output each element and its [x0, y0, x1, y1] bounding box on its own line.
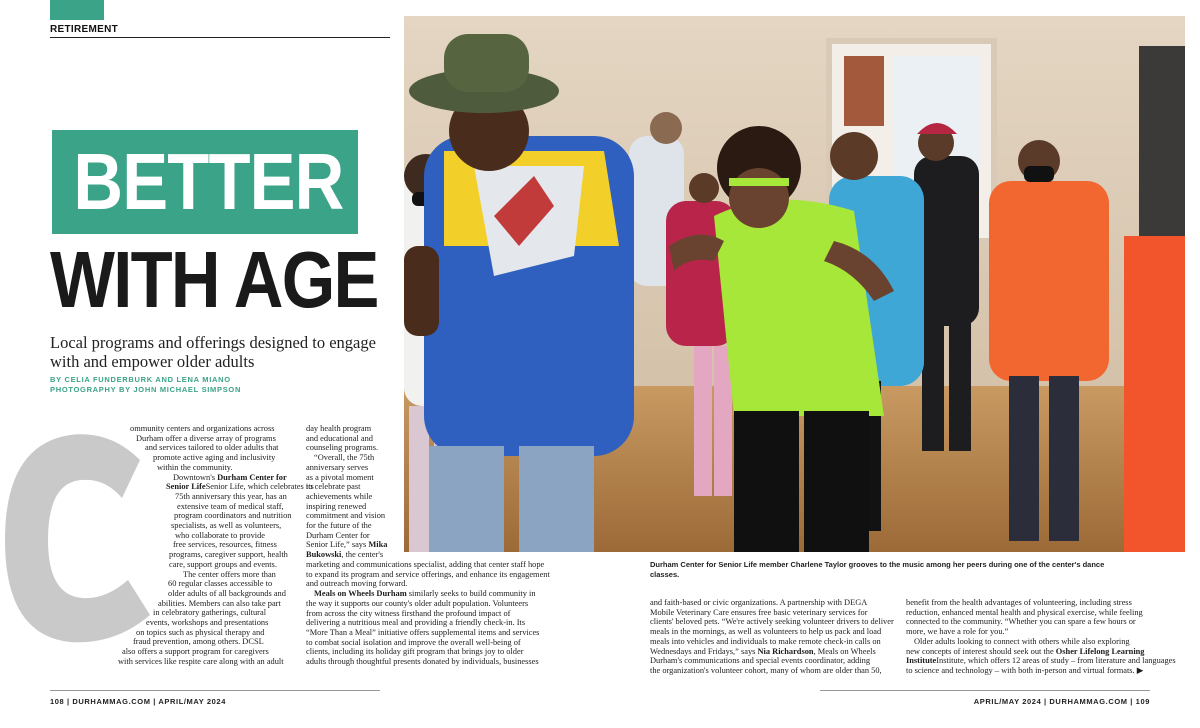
body-line: “More Than a Meal” initiative offers supplemental items and services: [306, 627, 540, 637]
body-line: 60 regular classes accessible to: [168, 579, 273, 589]
body-line: care, support groups and events.: [169, 559, 277, 569]
body-line: in celebratory gatherings, cultural: [153, 608, 267, 618]
body-line: with services like respite care along with an adult: [118, 656, 284, 666]
body-line: meals into vehicles and individuals to make remote check-in calls on: [650, 636, 881, 646]
body-line: adults through thoughtful presents donated by individuals, businesses: [306, 657, 539, 667]
person-name: Bukowski: [306, 550, 342, 560]
body-line: more, we have a role for you.”: [906, 627, 1009, 637]
person-name: Nia Richardson: [757, 646, 814, 656]
body-line: , the center's: [341, 550, 384, 560]
body-line: to expand its program and service offerings, and enhance its engagement: [306, 569, 550, 579]
body-line: “Overall, the 75th: [314, 453, 375, 463]
body-line: from across the city witness firsthand the profound impact of: [306, 608, 511, 618]
body-line: also offers a support program for caregivers: [122, 647, 269, 657]
body-line: Downtown's: [173, 472, 218, 482]
body-column-2-narrow: [306, 424, 404, 560]
body-line: marketing and communications specialist, adding that center staff hope: [306, 560, 545, 569]
body-line: Institute, which offers 12 areas of study – from literature and languages: [936, 656, 1176, 666]
body-line: The center offers more than: [183, 569, 276, 579]
footer-left: 108 | DURHAMMAG.COM | APRIL/MAY 2024: [50, 697, 226, 706]
body-line: counseling programs.: [306, 443, 379, 453]
body-line: specialists, as well as volunteers,: [171, 521, 282, 531]
body-line: and educational and: [306, 433, 373, 443]
body-line: free services, resources, fitness: [173, 540, 277, 550]
body-line: , Meals on Wheels: [813, 646, 876, 656]
hero-photo: [404, 16, 1185, 552]
person-name: Mika: [368, 540, 388, 550]
dance-class-illustration: [404, 16, 1185, 552]
footer-rule-left: [50, 690, 380, 691]
body-line: Senior Life,” says: [306, 540, 369, 550]
photo-caption: Durham Center for Senior Life member Charlene Taylor grooves to the music among her peers during one of the center's dance classes.: [650, 560, 1105, 579]
body-line: 75th anniversary this year, has an: [175, 491, 287, 501]
body-line: to science and technology – with both in-person and virtual formats.: [906, 665, 1135, 675]
org-name: Durham Center for: [217, 472, 287, 482]
body-line: events, workshops and presentations: [146, 618, 269, 628]
body-line: extensive team of medical staff,: [177, 501, 284, 511]
body-line: Durham offer a diverse array of programs: [136, 433, 276, 443]
section-label: RETIREMENT: [50, 24, 118, 35]
body-line: older adults of all backgrounds and: [168, 588, 286, 598]
body-line: to celebrate past: [306, 482, 361, 492]
footer-rule-right: [820, 690, 1150, 691]
body-line: delivering a nutritious meal and providing a friendly check-in. Its: [306, 618, 526, 628]
body-line: ommunity centers and organizations across: [130, 424, 275, 433]
body-line: as a pivotal moment: [306, 472, 374, 482]
photo-credit: PHOTOGRAPHY BY JOHN MICHAEL SIMPSON: [50, 385, 242, 394]
headline-line-2: WITH AGE: [50, 235, 378, 324]
author-byline: BY CELIA FUNDERBURK AND LENA MIANO: [50, 375, 231, 384]
article-dek: Local programs and offerings designed to engage with and empower older adults: [50, 333, 376, 371]
body-line: program coordinators and nutrition: [174, 511, 292, 521]
body-line: fraud prevention, among others. DCSL: [133, 637, 264, 647]
body-line: benefit from the health advantages of volunteering, including stress: [906, 598, 1132, 607]
body-column-4: [906, 598, 1176, 676]
body-line: the organization's volunteer cohort, many of whom are older than 50,: [650, 665, 882, 675]
body-line: clients, including its holiday gift program that brings joy to older: [306, 647, 524, 657]
body-line: the way it supports our county's older adult population. Volunteers: [306, 598, 529, 608]
body-line: Mobile Veterinary Care ensures free basic veterinary services for: [650, 607, 868, 617]
body-line: on topics such as physical therapy and: [136, 627, 265, 637]
body-line: meals in the mornings, as well as volunteers to help us pack and load: [650, 627, 882, 637]
body-line: for the future of the: [306, 521, 372, 531]
body-line: programs, caregiver support, health: [169, 550, 288, 560]
body-line: abilities. Members can also take part: [158, 598, 281, 608]
body-line: commitment and vision: [306, 511, 386, 521]
body-line: similarly seeks to build community in: [406, 589, 536, 599]
body-line: achievements while: [306, 491, 373, 501]
body-line: Older adults looking to connect with others while also exploring: [914, 636, 1130, 646]
section-divider: [50, 37, 390, 38]
org-name: Osher Lifelong Learning: [1055, 646, 1145, 656]
org-name: Meals on Wheels Durham: [314, 589, 407, 599]
byline-block: [50, 375, 241, 395]
body-line: Durham's communications and special events coordinator, adding: [650, 656, 871, 666]
body-line: anniversary serves: [306, 462, 369, 472]
org-name: Institute: [906, 656, 937, 666]
body-line: who collaborate to provide: [175, 530, 266, 540]
end-mark-icon: ▶: [1136, 665, 1144, 675]
body-line: connected to the community. “Whether you can spare a few hours or: [906, 617, 1136, 627]
body-line: within the community.: [157, 462, 233, 472]
body-column-3: [650, 598, 900, 676]
body-line: new concepts of interest should seek out the: [906, 646, 1056, 656]
body-line: day health program: [306, 424, 372, 433]
body-line: clients' beloved pets. “We're actively seeking volunteer drivers to deliver: [650, 617, 894, 627]
body-column-1: [108, 424, 314, 667]
body-line: promote active aging and inclusivity: [153, 453, 276, 463]
body-line: Wednesdays and Fridays,” says: [650, 646, 758, 656]
section-tab-block: [50, 0, 104, 20]
body-line: and services tailored to older adults that: [145, 443, 279, 453]
body-line: inspiring renewed: [306, 501, 367, 511]
body-line: to combat social isolation and improve the overall well-being of: [306, 637, 521, 647]
body-line: Durham Center for: [306, 530, 370, 540]
body-line: and faith-based or civic organizations. A partnership with DEGA: [650, 598, 868, 607]
body-line: reduction, enhanced mental health and physical exercise, while feeling: [906, 607, 1143, 617]
body-column-2-wide: [306, 560, 636, 667]
body-line: and outreach moving forward.: [306, 579, 408, 589]
footer-right: APRIL/MAY 2024 | DURHAMMAG.COM | 109: [973, 697, 1150, 706]
headline-line-1: BETTER: [73, 137, 344, 226]
org-name: Senior Life: [166, 482, 206, 492]
body-line: Senior Life, which celebrates its: [205, 482, 314, 492]
